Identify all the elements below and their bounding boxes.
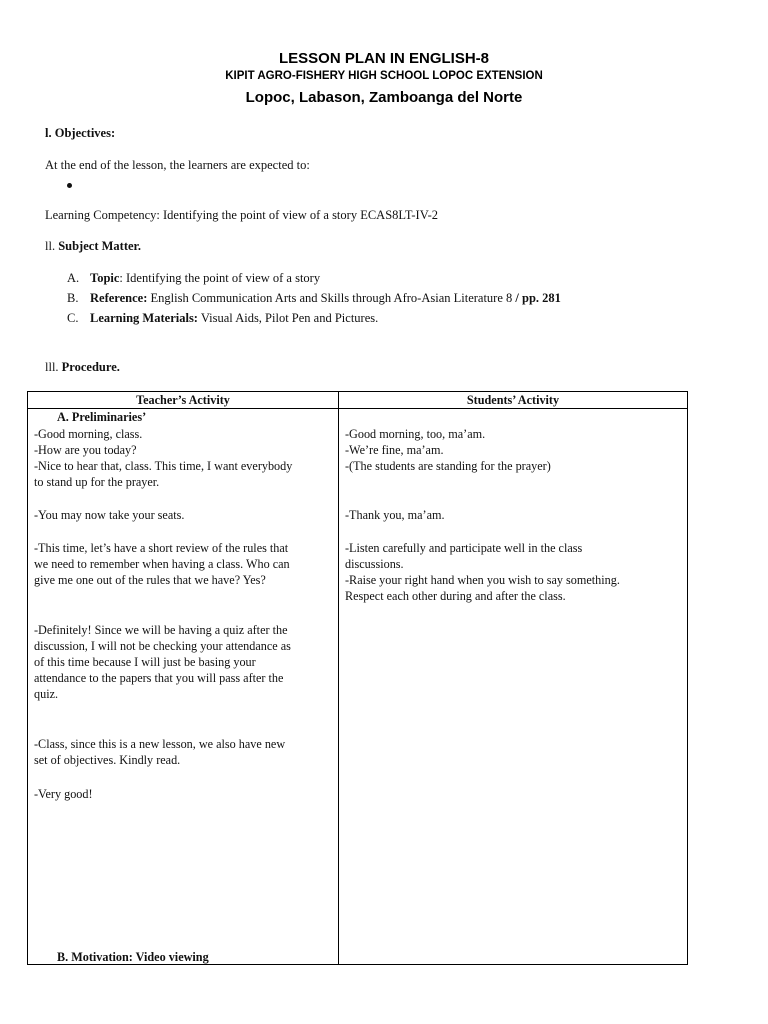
student-line: discussions. — [345, 557, 404, 571]
subject-item-text: English Communication Arts and Skills through Afro-Asian Literature 8 — [147, 291, 516, 305]
subject-item-topic — [90, 271, 320, 286]
teacher-line: -This time, let’s have a short review of the rules that — [34, 541, 289, 555]
teacher-activity-header: Teacher’s Activity — [28, 392, 339, 409]
teacher-line: discussion, I will not be checking your attendance as — [34, 639, 291, 653]
subject-item-letter: B. — [67, 291, 79, 305]
section-preliminaries: A. Preliminaries’ — [57, 410, 147, 424]
students-activity-header: Students’ Activity — [339, 392, 688, 409]
school-location: Lopoc, Labason, Zamboanga del Norte — [245, 89, 523, 106]
subject-matter-heading — [45, 239, 141, 254]
student-line: -Thank you, ma’am. — [345, 508, 445, 522]
teacher-line: attendance to the papers that you will pass after the — [34, 671, 284, 685]
teacher-line: -Very good! — [34, 787, 93, 801]
subject-item-label: Learning Materials: — [90, 311, 198, 325]
students-activity-cell — [339, 409, 688, 965]
procedure-heading — [45, 360, 120, 375]
student-line: -Raise your right hand when you wish to say something. — [345, 573, 620, 587]
teacher-line: of this time because I will just be basing your — [34, 655, 256, 669]
school-name: KIPIT AGRO-FISHERY HIGH SCHOOL LOPOC EXTENSION — [225, 70, 543, 82]
student-line: -(The students are standing for the prayer) — [345, 459, 551, 473]
learning-competency: Learning Competency: Identifying the point of view of a story ECAS8LT-IV-2 — [45, 208, 438, 222]
objectives-numeral: l. — [45, 126, 52, 140]
subject-item-letter: A. — [67, 271, 80, 285]
teacher-line: to stand up for the prayer. — [34, 475, 160, 489]
teacher-line: give me one out of the rules that we have? Yes? — [34, 573, 266, 587]
subject-matter-heading-text: Subject Matter. — [58, 239, 142, 253]
procedure-table-header — [28, 392, 688, 409]
student-line: Respect each other during and after the class. — [345, 589, 566, 603]
procedure-table — [27, 391, 688, 965]
teacher-line: quiz. — [34, 687, 59, 701]
objectives-heading-text: Objectives: — [54, 126, 116, 140]
teacher-line: -Definitely! Since we will be having a quiz after the — [34, 623, 288, 637]
teacher-line: -Nice to hear that, class. This time, I want everybody — [34, 459, 293, 473]
lesson-plan-title: LESSON PLAN IN ENGLISH-8 — [278, 50, 490, 67]
subject-matter-numeral: ll. — [45, 239, 56, 253]
subject-item-text: Visual Aids, Pilot Pen and Pictures. — [197, 311, 379, 325]
teacher-line: set of objectives. Kindly read. — [34, 753, 181, 767]
subject-item-pages: / pp. 281 — [515, 291, 561, 305]
objectives-intro: At the end of the lesson, the learners are expected to: — [45, 158, 310, 172]
subject-item-label: Topic — [90, 271, 120, 285]
teacher-line: -Class, since this is a new lesson, we also have new — [34, 737, 286, 751]
teacher-line: -You may now take your seats. — [34, 508, 185, 522]
subject-item-reference — [90, 291, 561, 306]
objectives-heading — [45, 126, 115, 141]
section-motivation: B. Motivation: Video viewing — [57, 950, 209, 964]
teacher-activity-cell — [28, 409, 339, 965]
teacher-line: -How are you today? — [34, 443, 137, 457]
student-line: -Good morning, too, ma’am. — [345, 427, 486, 441]
subject-item-label: Reference: — [90, 291, 148, 305]
procedure-numeral: lll. — [45, 360, 59, 374]
procedure-table-row — [28, 409, 688, 965]
teacher-line: -Good morning, class. — [34, 427, 143, 441]
teacher-line: we need to remember when having a class. Who can — [34, 557, 290, 571]
subject-item-materials — [90, 311, 378, 326]
subject-item-letter: C. — [67, 311, 79, 325]
subject-item-text: : Identifying the point of view of a story — [119, 271, 321, 285]
procedure-heading-text: Procedure. — [61, 360, 120, 374]
student-line: -Listen carefully and participate well in the class — [345, 541, 583, 555]
student-line: -We’re fine, ma’am. — [345, 443, 444, 457]
objectives-bullet — [67, 183, 72, 188]
